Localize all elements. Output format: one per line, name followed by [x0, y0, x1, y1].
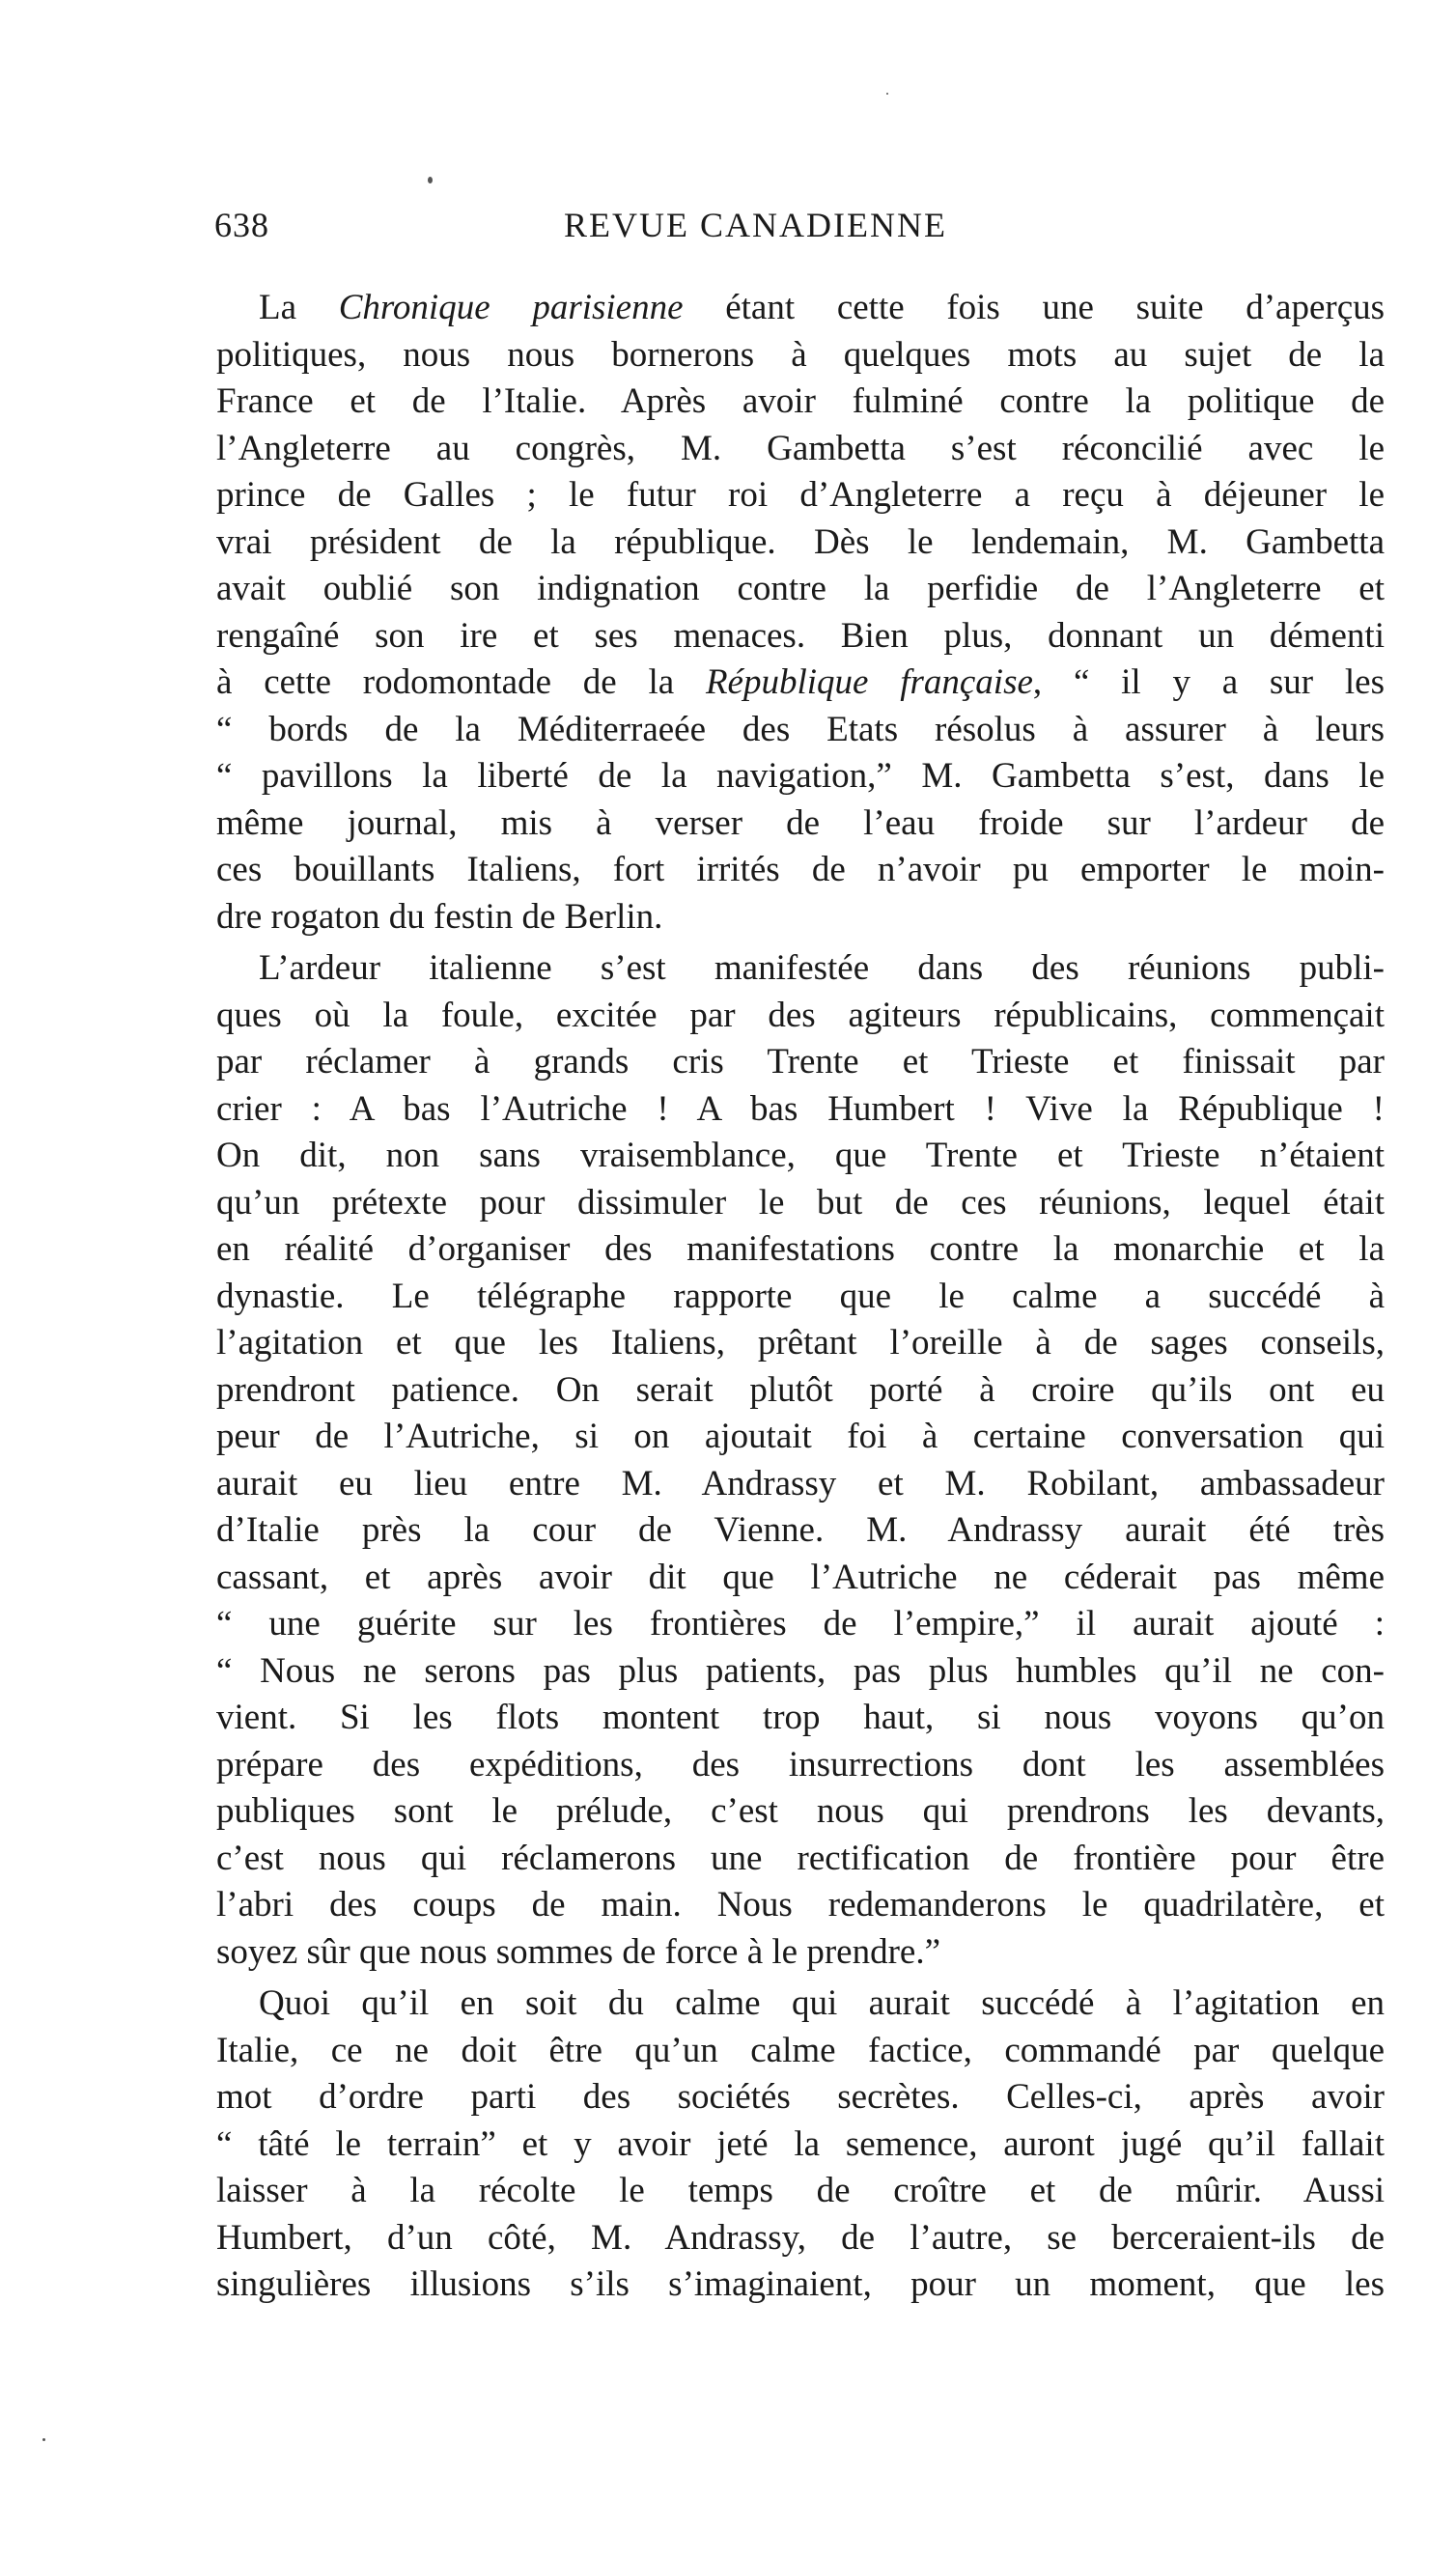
text-run: prépare des expéditions, des insurrections dont les assemblées — [216, 1744, 1385, 1784]
body-text — [216, 285, 1385, 2309]
text-line — [216, 801, 1385, 848]
text-line — [216, 1601, 1385, 1648]
text-line — [216, 1742, 1385, 1789]
text-line — [216, 1461, 1385, 1508]
text-run: politiques, nous nous bornerons à quelques mots au sujet de la — [216, 334, 1385, 375]
text-run: “ bords de la Méditerraeée des Etats résolus à assurer à leurs — [216, 709, 1385, 749]
text-run: Humbert, d’un côté, M. Andrassy, de l’autre, se berceraient-ils de — [216, 2217, 1385, 2258]
text-line — [216, 1882, 1385, 1929]
text-line — [216, 1695, 1385, 1742]
text-run: aurait eu lieu entre M. Andrassy et M. Robilant, ambassadeur — [216, 1463, 1385, 1503]
text-line — [216, 2262, 1385, 2309]
text-run: par réclamer à grands cris Trente et Trieste et finissait par — [216, 1042, 1385, 1082]
text-run: L’ardeur italienne s’est manifestée dans des réunions publi- — [259, 948, 1385, 988]
text-line — [216, 332, 1385, 379]
text-line — [216, 285, 1385, 332]
text-line — [216, 945, 1385, 993]
text-run: soyez sûr que nous sommes de force à le prendre.” — [216, 1931, 941, 1972]
text-line — [216, 2028, 1385, 2075]
text-line — [216, 1981, 1385, 2028]
text-run: vrai président de la république. Dès le lendemain, M. Gambetta — [216, 521, 1385, 562]
text-run: On dit, non sans vraisemblance, que Trente et Trieste n’étaient — [216, 1136, 1385, 1175]
text-run: qu’un prétexte pour dissimuler le but de ces réunions, lequel était — [216, 1182, 1385, 1222]
running-head — [214, 205, 1018, 253]
text-run: c’est nous qui réclamerons une rectification de frontière pour être — [216, 1838, 1385, 1878]
text-run: Italie, ce ne doit être qu’un calme factice, commandé par quelque — [216, 2030, 1385, 2070]
text-run: “ Nous ne serons pas plus patients, pas plus humbles qu’il ne con- — [216, 1650, 1385, 1691]
text-run: vient. Si les flots montent trop haut, si nous voyons qu’on — [216, 1698, 1385, 1737]
journal-title: REVUE CANADIENNE — [564, 206, 947, 244]
italic-title: Chronique parisienne — [338, 288, 684, 327]
text-run: l’agitation et que les Italiens, prêtant l’oreille à de sages conseils, — [216, 1323, 1385, 1363]
text-run: en réalité d’organiser des manifestations contre la monarchie et la — [216, 1229, 1385, 1269]
text-line — [216, 2215, 1385, 2262]
text-line — [216, 520, 1385, 567]
text-line — [216, 566, 1385, 613]
text-run: avait oublié son indignation contre la perfidie de l’Angleterre et — [216, 569, 1385, 608]
text-line — [216, 1133, 1385, 1180]
text-line — [216, 660, 1385, 707]
text-line — [216, 613, 1385, 660]
paragraph — [216, 1981, 1385, 2309]
text-line — [216, 1367, 1385, 1415]
text-line — [216, 1086, 1385, 1134]
text-line — [216, 1929, 1385, 1977]
text-line — [216, 1226, 1385, 1274]
text-line — [216, 847, 1385, 894]
text-run: étant cette fois une suite d’aperçus — [683, 288, 1386, 327]
text-line — [216, 1507, 1385, 1555]
text-line — [216, 1555, 1385, 1602]
text-run: ques où la foule, excitée par des agiteurs républicains, commençait — [216, 995, 1385, 1035]
text-line — [216, 1788, 1385, 1836]
text-run: peur de l’Autriche, si on ajoutait foi à certaine conversation qui — [216, 1417, 1385, 1456]
text-run: “ tâté le terrain” et y avoir jeté la semence, auront jugé qu’il fallait — [216, 2123, 1385, 2164]
text-line — [216, 753, 1385, 801]
text-run: laisser à la récolte le temps de croître et de mûrir. Aussi — [216, 2171, 1385, 2210]
text-line — [216, 472, 1385, 520]
paragraph — [216, 285, 1385, 941]
text-run: à cette rodomontade de la — [216, 662, 706, 702]
text-line — [216, 2168, 1385, 2215]
text-line — [216, 1836, 1385, 1883]
text-line — [216, 2121, 1385, 2169]
print-speck — [42, 2438, 45, 2441]
text-line — [216, 1274, 1385, 1321]
italic-title: République française — [705, 662, 1033, 702]
text-run: rengaîné son ire et ses menaces. Bien plus, donnant un démenti — [216, 615, 1385, 656]
text-run: mot d’ordre parti des sociétés secrètes. Celles-ci, après avoir — [216, 2077, 1385, 2117]
text-run: ces bouillants Italiens, fort irrités de n’avoir pu emporter le moin- — [216, 850, 1385, 889]
text-run: , “ il y a sur les — [1032, 662, 1385, 702]
text-run: singulières illusions s’ils s’imaginaient, pour un moment, que les — [216, 2264, 1385, 2304]
text-run: l’Angleterre au congrès, M. Gambetta s’est réconcilié avec le — [216, 428, 1385, 468]
print-speck — [886, 93, 888, 95]
text-run: “ pavillons la liberté de la navigation,” M. Gambetta s’est, dans le — [216, 756, 1385, 796]
text-run: d’Italie près la cour de Vienne. M. Andrassy aurait été très — [216, 1510, 1385, 1550]
text-run: dre rogaton du festin de Berlin. — [216, 896, 663, 937]
text-run: prince de Galles ; le futur roi d’Angleterre a reçu à déjeuner le — [216, 475, 1385, 515]
text-run: publiques sont le prélude, c’est nous qui prendrons les devants, — [216, 1791, 1385, 1831]
text-run: “ une guérite sur les frontières de l’empire,” il aurait ajouté : — [216, 1604, 1385, 1644]
text-line — [216, 426, 1385, 473]
text-line — [216, 1648, 1385, 1696]
text-line — [216, 379, 1385, 426]
text-line — [216, 1180, 1385, 1227]
text-run: crier : A bas l’Autriche ! A bas Humbert ! Vive la République ! — [216, 1088, 1385, 1129]
text-run: La — [259, 288, 339, 327]
text-run: cassant, et après avoir dit que l’Autriche ne céderait pas même — [216, 1557, 1385, 1597]
text-line — [216, 2074, 1385, 2121]
text-run: Quoi qu’il en soit du calme qui aurait succédé à l’agitation en — [259, 1983, 1385, 2023]
text-run: France et de l’Italie. Après avoir fulminé contre la politique de — [216, 381, 1385, 421]
text-line — [216, 1414, 1385, 1461]
page-number: 638 — [214, 206, 269, 244]
paragraph — [216, 945, 1385, 1976]
text-run: même journal, mis à verser de l’eau froide sur l’ardeur de — [216, 802, 1385, 843]
text-line — [216, 1039, 1385, 1086]
text-run: prendront patience. On serait plutôt porté à croire qu’ils ont eu — [216, 1369, 1385, 1410]
text-line — [216, 1320, 1385, 1367]
print-speck — [428, 177, 433, 183]
text-line — [216, 894, 1385, 941]
text-run: dynastie. Le télégraphe rapporte que le calme a succédé à — [216, 1276, 1385, 1316]
text-run: l’abri des coups de main. Nous redemanderons le quadrilatère, et — [216, 1885, 1385, 1925]
text-line — [216, 707, 1385, 754]
text-line — [216, 993, 1385, 1040]
